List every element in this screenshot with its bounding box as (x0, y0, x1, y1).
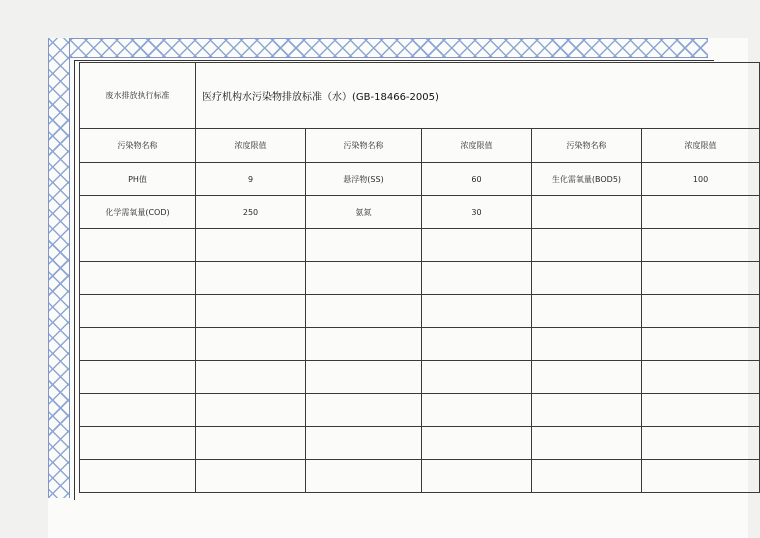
pollutant-name-cell (532, 262, 642, 295)
column-header-limit: 浓度限值 (642, 129, 760, 163)
pollutant-name-cell (80, 328, 196, 361)
column-header-pollutant: 污染物名称 (80, 129, 196, 163)
column-header-limit: 浓度限值 (196, 129, 306, 163)
concentration-limit-cell (422, 229, 532, 262)
concentration-limit-cell (422, 394, 532, 427)
pollutant-name-cell (306, 229, 422, 262)
pollutant-name-cell (532, 328, 642, 361)
concentration-limit-cell: 250 (196, 196, 306, 229)
concentration-limit-cell (642, 262, 760, 295)
pollutant-name-cell (80, 295, 196, 328)
table-row (80, 460, 760, 493)
concentration-limit-cell (196, 295, 306, 328)
pollutant-name-cell: PH值 (80, 163, 196, 196)
concentration-limit-cell: 9 (196, 163, 306, 196)
concentration-limit-cell (422, 460, 532, 493)
column-header-limit: 浓度限值 (422, 129, 532, 163)
pollutant-name-cell (532, 427, 642, 460)
concentration-limit-cell (196, 460, 306, 493)
concentration-limit-cell (422, 295, 532, 328)
pollutant-name-cell: 悬浮物(SS) (306, 163, 422, 196)
concentration-limit-cell (642, 328, 760, 361)
decorative-border-top (48, 38, 708, 58)
concentration-limit-cell (642, 295, 760, 328)
standard-title: 医疗机构水污染物排放标准（水）(GB-18466-2005) (196, 63, 760, 129)
pollutant-name-cell (80, 427, 196, 460)
table-row (80, 361, 760, 394)
concentration-limit-cell (196, 262, 306, 295)
table-row (80, 229, 760, 262)
header-row (80, 63, 760, 129)
pollutant-name-cell (532, 196, 642, 229)
discharge-standard-table (79, 62, 760, 493)
pollutant-name-cell: 化学需氧量(COD) (80, 196, 196, 229)
concentration-limit-cell (422, 262, 532, 295)
table-row (80, 196, 760, 229)
concentration-limit-cell (422, 328, 532, 361)
pollutant-name-cell (80, 361, 196, 394)
pollutant-name-cell: 氨氮 (306, 196, 422, 229)
standard-label: 废水排放执行标准 (80, 63, 196, 129)
pollutant-name-cell (532, 229, 642, 262)
pollutant-name-cell (80, 262, 196, 295)
concentration-limit-cell (642, 427, 760, 460)
pollutant-name-cell (306, 262, 422, 295)
pollutant-name-cell: 生化需氧量(BOD5) (532, 163, 642, 196)
concentration-limit-cell (196, 328, 306, 361)
concentration-limit-cell (642, 460, 760, 493)
concentration-limit-cell: 100 (642, 163, 760, 196)
pollutant-name-cell (306, 328, 422, 361)
pollutant-name-cell (306, 295, 422, 328)
column-header-pollutant: 污染物名称 (306, 129, 422, 163)
concentration-limit-cell (642, 196, 760, 229)
table-row (80, 427, 760, 460)
concentration-limit-cell (642, 361, 760, 394)
concentration-limit-cell (422, 427, 532, 460)
concentration-limit-cell (422, 361, 532, 394)
concentration-limit-cell (196, 394, 306, 427)
concentration-limit-cell (196, 427, 306, 460)
table-row (80, 163, 760, 196)
pollutant-name-cell (532, 460, 642, 493)
pollutant-name-cell (532, 295, 642, 328)
table-row (80, 295, 760, 328)
column-header-pollutant: 污染物名称 (532, 129, 642, 163)
column-header-row (80, 129, 760, 163)
table-row (80, 394, 760, 427)
decorative-border-left (48, 38, 70, 498)
pollutant-name-cell (80, 394, 196, 427)
concentration-limit-cell (196, 361, 306, 394)
pollutant-name-cell (532, 361, 642, 394)
pollutant-name-cell (306, 460, 422, 493)
pollutant-name-cell (80, 460, 196, 493)
concentration-limit-cell (642, 229, 760, 262)
concentration-limit-cell (642, 394, 760, 427)
concentration-limit-cell: 30 (422, 196, 532, 229)
concentration-limit-cell (196, 229, 306, 262)
table-row (80, 262, 760, 295)
pollutant-name-cell (306, 427, 422, 460)
pollutant-name-cell (306, 361, 422, 394)
concentration-limit-cell: 60 (422, 163, 532, 196)
table-row (80, 328, 760, 361)
pollutant-name-cell (80, 229, 196, 262)
pollutant-name-cell (306, 394, 422, 427)
pollutant-name-cell (532, 394, 642, 427)
